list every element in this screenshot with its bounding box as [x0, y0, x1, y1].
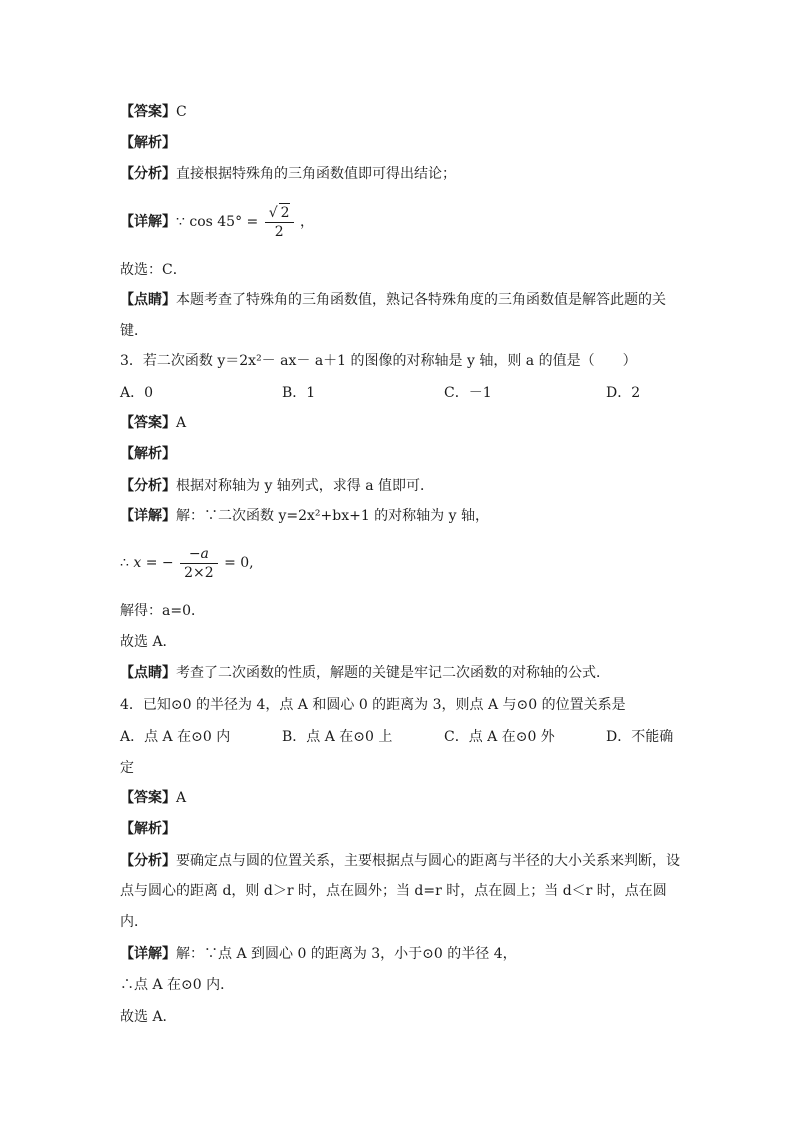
- fenxi-tag: 【分析】: [120, 478, 176, 494]
- xiangjie-tag: 【详解】: [120, 508, 176, 524]
- q3-equation-line: [120, 543, 254, 583]
- equation-rhs: = 0,: [224, 555, 254, 571]
- q3-analysis-heading: [120, 444, 176, 464]
- q4-option-b: B．点 A 在⊙0 上: [282, 729, 393, 745]
- q4-option-d: D．不能确: [606, 729, 674, 745]
- q4-choose-line: 故选 A．: [120, 1009, 177, 1025]
- q4-option-c: C．点 A 在⊙0 外: [444, 729, 555, 745]
- axis-fraction: [180, 545, 218, 582]
- q4-option-a: A．点 A 在⊙0 内: [120, 729, 231, 745]
- q4-fenxi-line1: [120, 851, 680, 871]
- q4-analysis-heading: [120, 819, 176, 839]
- analysis-tag: 【解析】: [120, 446, 176, 462]
- q3-option-c: C．－1: [444, 385, 492, 401]
- q4-conclusion-line: ∴点 A 在⊙0 内．: [120, 977, 235, 993]
- sqrt2-over-2-fraction: $\frac{√ 2}{2}$: [265, 203, 294, 241]
- cos-expression: cos 45° =: [189, 214, 259, 230]
- q4-answer-line: [120, 788, 186, 808]
- xiangjie-text: 解：∵点 A 到圆心 0 的距离为 3，小于⊙0 的半径 4，: [176, 946, 517, 962]
- answer-value: C: [176, 104, 187, 120]
- q2-dianjing-line1: [120, 290, 666, 310]
- q2-analysis-heading: [120, 133, 176, 153]
- q4-option-d-continuation: 定: [120, 760, 134, 776]
- fraction-denominator: 2×2: [184, 564, 214, 581]
- answer-tag: 【答案】: [120, 790, 176, 806]
- comma: ，: [300, 214, 315, 230]
- analysis-tag: 【解析】: [120, 135, 176, 151]
- fraction-denominator: 2: [274, 224, 284, 240]
- q3-option-d: D．2: [606, 385, 641, 401]
- answer-tag: 【答案】: [120, 415, 176, 431]
- answer-value: A: [176, 415, 187, 431]
- xiangjie-tag: 【详解】: [120, 946, 176, 962]
- xiangjie-text: 解：∵二次函数 y=2x²+bx+1 的对称轴为 y 轴，: [176, 508, 489, 524]
- because-symbol: ∵: [176, 214, 185, 230]
- q3-solve-line: 解得：a=0．: [120, 603, 205, 619]
- dianjing-tag: 【点睛】: [120, 665, 176, 681]
- analysis-tag: 【解析】: [120, 821, 176, 837]
- dianjing-text: 考查了二次函数的性质，解题的关键是牢记二次函数的对称轴的公式．: [176, 665, 610, 681]
- q2-choose-line: 故选：C．: [120, 262, 187, 278]
- q2-answer-line: [120, 102, 187, 122]
- q4-stem: 4．已知⊙0 的半径为 4，点 A 和圆心 0 的距离为 3，则点 A 与⊙0 的位置关系是: [120, 697, 626, 713]
- q3-xiangjie-line: [120, 506, 489, 526]
- q4-fenxi-line2: 点与圆心的距离 d，则 d＞r 时，点在圆外；当 d=r 时，点在圆上；当 d＜r 时，点在圆: [120, 883, 667, 899]
- therefore-symbol: ∴: [120, 555, 129, 571]
- fenxi-tag: 【分析】: [120, 166, 176, 182]
- q3-fenxi-line: [120, 476, 434, 496]
- q3-answer-line: [120, 413, 186, 433]
- q3-stem: 3．若二次函数 y＝2x²－ ax－ a＋1 的图像的对称轴是 y 轴，则 a 的值是（ ）: [120, 353, 637, 369]
- q4-fenxi-line3: 内．: [120, 914, 148, 930]
- dianjing-tag: 【点睛】: [120, 292, 176, 308]
- q3-choose-line: 故选 A．: [120, 634, 177, 650]
- q2-fenxi-line: [120, 164, 456, 184]
- q3-dianjing-line: [120, 663, 610, 683]
- q2-xiangjie-line: [120, 202, 314, 242]
- fenxi-tag: 【分析】: [120, 853, 176, 869]
- sqrt-radicand: 2: [280, 205, 290, 221]
- fraction-numerator: −a: [180, 545, 218, 564]
- fenxi-text: 要确定点与圆的位置关系，主要根据点与圆心的距离与半径的大小关系来判断，设: [176, 853, 680, 869]
- answer-value: A: [176, 790, 187, 806]
- fenxi-text: 直接根据特殊角的三角函数值即可得出结论；: [176, 166, 456, 182]
- dianjing-text: 本题考查了特殊角的三角函数值，熟记各特殊角度的三角函数值是解答此题的关: [176, 292, 666, 308]
- fenxi-text: 根据对称轴为 y 轴列式，求得 a 值即可．: [176, 478, 435, 494]
- answer-tag: 【答案】: [120, 104, 176, 120]
- q2-dianjing-line2: 键．: [120, 323, 148, 339]
- q3-option-b: B．1: [282, 385, 316, 401]
- xiangjie-tag: 【详解】: [120, 214, 176, 230]
- equation-lhs: x = −: [133, 555, 174, 571]
- q3-option-a: A．0: [120, 385, 154, 401]
- q4-xiangjie-line: [120, 944, 517, 964]
